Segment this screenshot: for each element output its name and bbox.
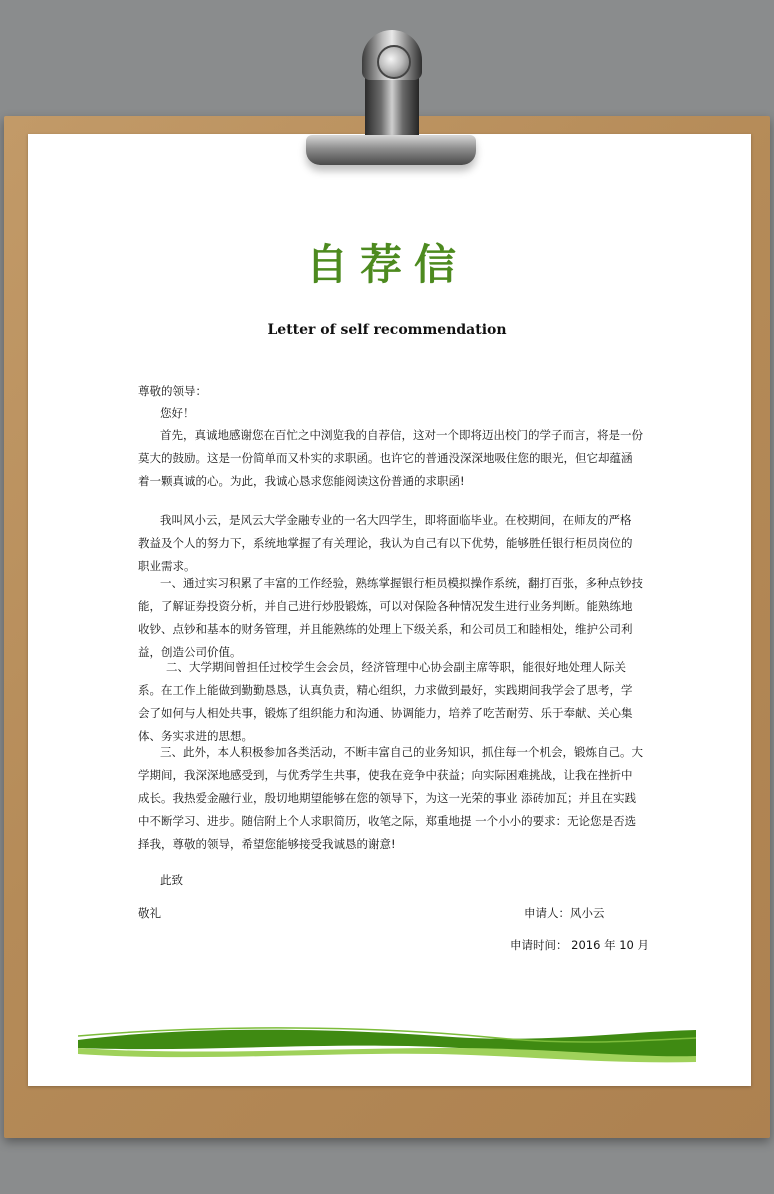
paragraph-intro: 首先，真诚地感谢您在百忙之中浏览我的自荐信，这对一个即将迈出校门的学子而言，将是一份莫大的鼓励。这是一份简单而又朴实的求职函。也许它的普通没深深地吸住您的眼光，但它却蕴涵着一颗真诚的心。为此，我诚心恳求您能阅读这份普通的求职函! <box>138 428 643 488</box>
closing-jingli: 敬礼 <box>138 906 161 920</box>
paragraph-strength-2: 二、大学期间曾担任过校学生会会员，经济管理中心协会副主席等职，能很好地处理人际关系。在工作上能做到勤勤恳恳，认真负责，精心组织，力求做到最好，实践期间我学会了思考，学会了如何与人相处共事，锻炼了组织能力和沟通、协调能力，培养了吃苦耐劳、乐于奉献、关心集体、务实求进的思想。 <box>138 660 633 743</box>
paragraph-strength-3: 三、此外，本人积极参加各类活动，不断丰富自己的业务知识，抓住每一个机会，锻炼自己。大学期间，我深深地感受到，与优秀学生共事，使我在竞争中获益；向实际困难挑战，让我在挫折中 成长。我热爱金融行业，殷切地期望能够在您的领导下，为这一光荣的事业 添砖加瓦；并且在实践中不断学习、进步。随信附上个人求职简历，收笔之际，郑重地提 一个小小的要求：无论您是否选择我，尊敬的领导，希望您能够接受我诚恳的谢意! <box>138 745 643 851</box>
page-subtitle: Letter of self recommendation <box>267 322 507 338</box>
closing-cizhi: 此致 <box>160 873 183 887</box>
green-wave-decoration <box>78 1018 696 1066</box>
paragraph-self-intro: 我叫风小云，是风云大学金融专业的一名大四学生，即将面临毕业。在校期间，在师友的严格 教益及个人的努力下，系统地掌握了有关理论，我认为自己有以下优势，能够胜任银行柜员岗位的职业需求。 <box>138 513 633 573</box>
clip-stem <box>365 78 419 140</box>
greeting: 您好！ <box>160 406 195 420</box>
paragraph-strength-1: 一、通过实习积累了丰富的工作经验，熟练掌握银行柜员模拟操作系统，翻打百张，多种点钞技能，了解证券投资分析，并自己进行炒股锻炼，可以对保险各种情况发生进行业务判断。能熟练地收钞、点钞和基本的财务管理，并且能熟练的处理上下级关系，和公司员工和睦相处，维护公司利益，创造公司价值。 <box>138 576 643 659</box>
applicant-name: 申请人：风小云 <box>524 906 605 920</box>
clip-base <box>306 135 476 165</box>
page-title: 自荐信 <box>305 240 468 289</box>
clip-hole <box>377 45 411 79</box>
salutation: 尊敬的领导： <box>138 384 207 398</box>
application-date: 申请时间： 2016 年 10 月 <box>510 938 650 952</box>
